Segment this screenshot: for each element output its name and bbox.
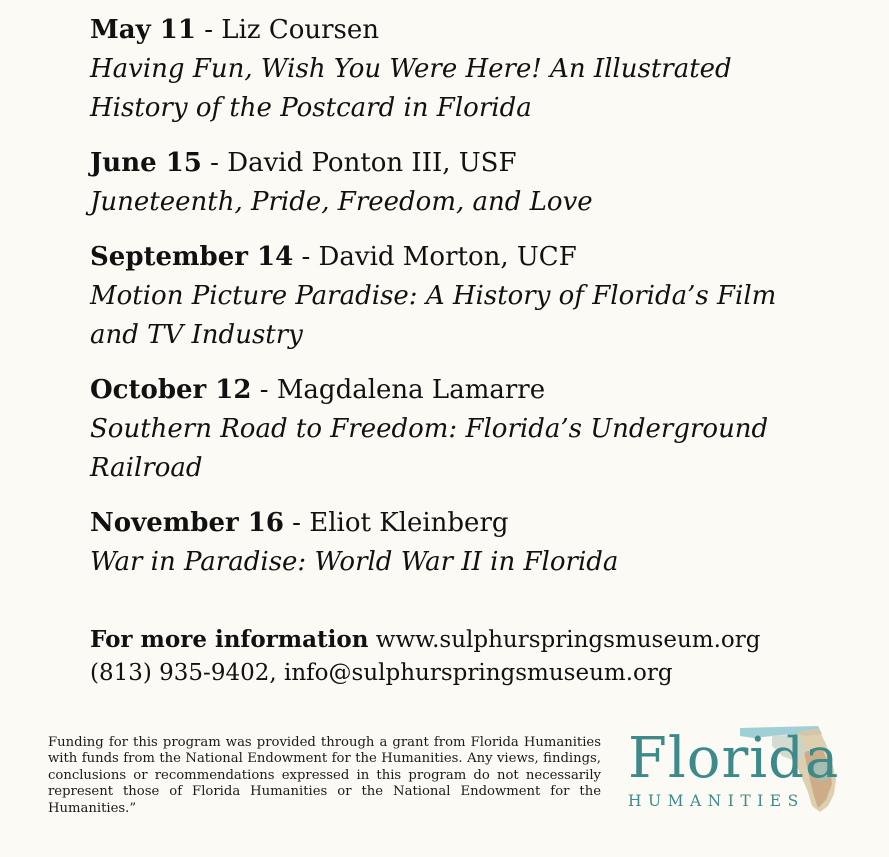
logo-wordmark: Florida [628, 726, 840, 791]
event-speaker: David Ponton III, USF [227, 148, 517, 178]
event-separator: - [283, 508, 310, 538]
event-separator: - [251, 375, 277, 405]
event-speaker: Liz Coursen [221, 15, 380, 45]
event-speaker: David Morton, UCF [318, 242, 577, 272]
event-separator: - [201, 148, 228, 178]
event-header [90, 371, 850, 410]
event-date: May 11 [90, 15, 196, 45]
event-title-line: Railroad [90, 453, 203, 483]
event-speaker: Magdalena Lamarre [276, 375, 546, 405]
event-title-line: Southern Road to Freedom: Florida’s Underground [90, 414, 769, 444]
event-item [90, 144, 850, 222]
event-date: November 16 [90, 508, 284, 538]
event-separator: - [293, 242, 319, 272]
event-header [90, 144, 850, 183]
event-item [90, 238, 850, 355]
website-link[interactable]: www.sulphurspringsmuseum.org [368, 627, 761, 653]
event-title-line: and TV Industry [90, 320, 303, 350]
contact-line[interactable]: (813) 935-9402, info@sulphurspringsmuseum.org [90, 660, 673, 686]
florida-humanities-logo [622, 722, 852, 817]
event-list [90, 11, 850, 598]
info-line [90, 623, 760, 657]
event-date: October 12 [90, 375, 252, 405]
logo-subtitle: HUMANITIES [628, 792, 805, 810]
event-title-line: War in Paradise: World War II in Florida [90, 547, 619, 577]
info-label: For more information [90, 626, 369, 653]
contact-info [90, 623, 760, 690]
event-header [90, 238, 850, 277]
event-header [90, 504, 850, 543]
event-date: September 14 [90, 242, 294, 272]
event-date: June 15 [90, 148, 202, 178]
event-title-line: Juneteenth, Pride, Freedom, and Love [90, 187, 593, 217]
event-item [90, 11, 850, 128]
event-title-line: History of the Postcard in Florida [90, 93, 532, 123]
event-item [90, 504, 850, 582]
event-header [90, 11, 850, 50]
funding-disclaimer: Funding for this program was provided through a grant from Florida Humanities with funds from the National Endowment for the Humanities. Any views, findings, conclusions or recommendations expressed in this program do not necessarily represent those of Florida Humanities or the National Endowment for the Humanities.” [48, 735, 601, 816]
event-title-line: Having Fun, Wish You Were Here! An Illustrated [90, 54, 732, 84]
event-item [90, 371, 850, 488]
event-speaker: Eliot Kleinberg [309, 508, 509, 538]
event-separator: - [195, 15, 222, 45]
event-title-line: Motion Picture Paradise: A History of Florida’s Film [90, 281, 777, 311]
